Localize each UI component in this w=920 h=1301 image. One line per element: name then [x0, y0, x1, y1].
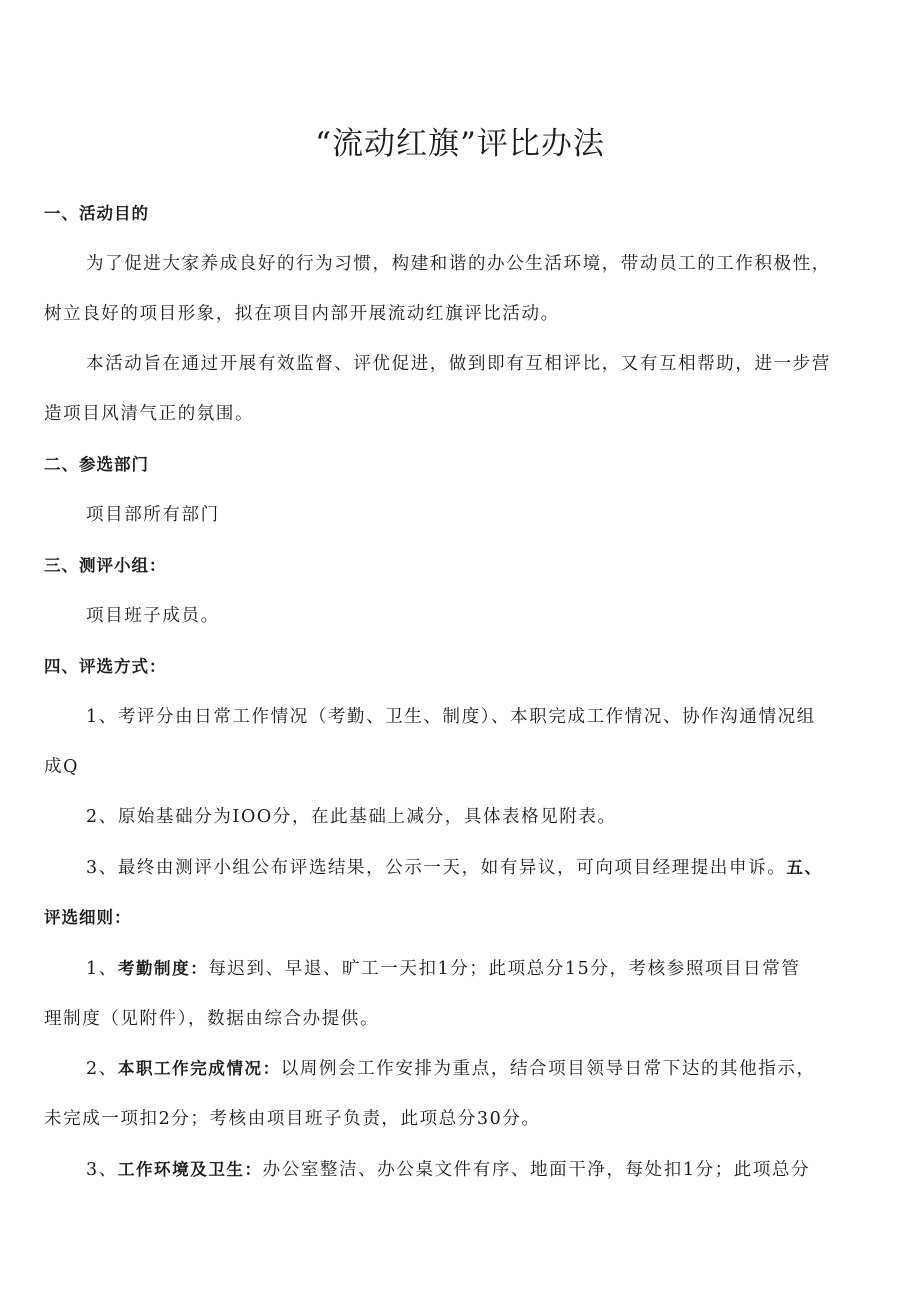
- section-heading-panel: 三、测评小组：: [44, 556, 167, 575]
- section-heading-method: 四、评选方式：: [44, 657, 167, 676]
- paragraph-line: 项目班子成员。: [86, 606, 220, 626]
- list-item: 2、原始基础分为IOO分，在此基础上减分，具体表格见附表。: [86, 807, 617, 827]
- rule-number: 1、: [86, 959, 118, 979]
- rule-title: 工作环境及卫生：: [117, 1160, 263, 1179]
- rule-item-continued: 理制度（见附件），数据由综合办提供。: [44, 1009, 380, 1029]
- section-heading-departments: 二、参选部门: [44, 455, 149, 474]
- rule-title: 本职工作完成情况：: [117, 1059, 281, 1078]
- section-heading-rules: 评选细则：: [44, 908, 132, 927]
- paragraph-line: 项目部所有部门: [86, 505, 220, 525]
- rule-item-environment: [86, 1158, 880, 1182]
- rule-number: 2、: [86, 1059, 118, 1079]
- rule-text: 每迟到、早退、旷工一天扣1分；此项总分15分，考核参照项目日常管: [208, 959, 801, 979]
- section-heading-purpose: 一、活动目的: [44, 204, 149, 223]
- rule-number: 3、: [86, 1160, 118, 1180]
- document-title: “流动红旗”评比办法: [315, 126, 605, 162]
- paragraph-line: 造项目风清气正的氛围。: [44, 404, 255, 424]
- list-item-continued: 成Q: [44, 757, 80, 777]
- rule-text: 以周例会工作安排为重点，结合项目领导日常下达的其他指示，: [280, 1059, 816, 1079]
- section-heading-rules-inline: 五、: [786, 858, 823, 877]
- rule-item-attendance: [86, 957, 880, 981]
- list-item: [86, 856, 880, 880]
- list-item: 1、考评分由日常工作情况（考勤、卫生、制度）、本职完成工作情况、协作沟通情况组: [86, 707, 816, 727]
- rule-title: 考勤制度：: [117, 959, 209, 978]
- paragraph-line: 本活动旨在通过开展有效监督、评优促进，做到即有互相评比，又有互相帮助，进一步营: [86, 354, 831, 374]
- rule-item-continued: 未完成一项扣2分；考核由项目班子负责，此项总分30分。: [44, 1109, 541, 1129]
- paragraph-line: 树立良好的项目形象，拟在项目内部开展流动红旗评比活动。: [44, 304, 560, 324]
- paragraph-line: 为了促进大家养成良好的行为习惯，构建和谐的办公生活环境，带动员工的工作积极性，: [86, 254, 831, 274]
- rule-text: 办公室整洁、办公桌文件有序、地面干净，每处扣1分；此项总分: [262, 1160, 811, 1180]
- list-item-text: 3、最终由测评小组公布评选结果，公示一天，如有异议，可向项目经理提出申诉。: [86, 858, 787, 878]
- rule-item-duties: [86, 1057, 880, 1081]
